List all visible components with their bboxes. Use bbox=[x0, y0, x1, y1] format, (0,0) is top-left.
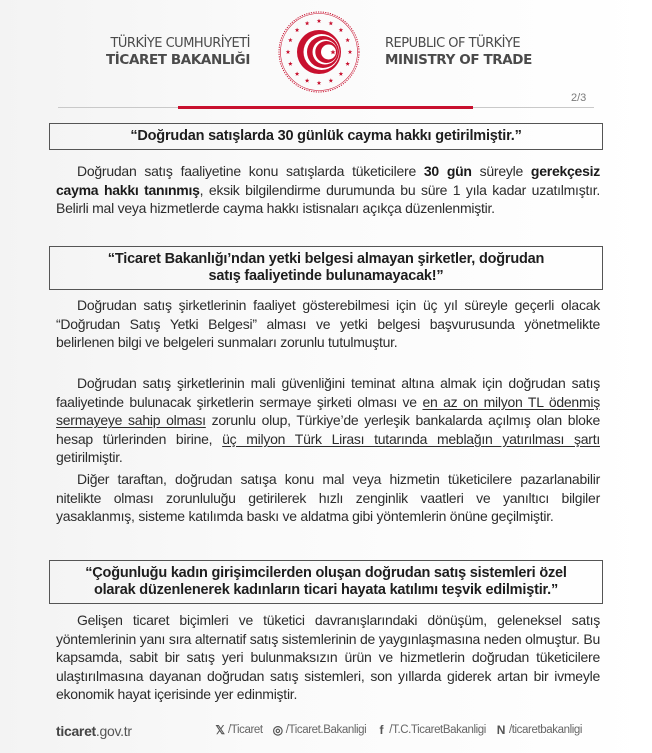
republic-name-en: REPUBLIC OF TÜRKİYE bbox=[385, 36, 521, 51]
social-link-nsosyal[interactable] bbox=[495, 724, 582, 736]
x-icon: 𝕏 bbox=[215, 723, 225, 737]
emblem-star-icon bbox=[317, 19, 322, 23]
website-link[interactable] bbox=[56, 723, 132, 739]
body-text: Diğer taraftan, doğrudan satışa konu mal veya hizmetin tüketicilere pazarlanabilir nitelikte olması zorunluluğu getirilerek hızlı zenginlik vaatleri ve yanıltıcı bilgiler yasaklanmış, sisteme katılımda baskı ve aldatma gibi yöntemlerin önüne geçilmiştir. bbox=[56, 471, 600, 525]
emblem-star-icon bbox=[329, 21, 334, 25]
emblem-star-icon bbox=[305, 21, 310, 25]
emblem-star-icon bbox=[339, 28, 344, 32]
social-handle: /Ticaret bbox=[228, 724, 263, 736]
emphasis-text: 30 gün bbox=[423, 163, 472, 179]
underlined-text: en az on milyon TL ödenmiş sermayeye sahip olması bbox=[56, 393, 600, 429]
website-domain-suffix: .gov.tr bbox=[95, 723, 132, 739]
body-text: Gelişen ticaret biçimleri ve tüketici davranışlarındaki dönüşüm, geleneksel satış yöntemlerinin yanı sıra alternatif satış sistemlerinin de yaygınlaşmasına neden olmuştur. Bu kapsamda, sabit bir satış yeri bulunmaksızın ürün ve hizmetlerin doğrudan tüketicilere ulaştırılmasına dayanan doğrudan satış sistemleri, son yıllarda giderek artan bir ivmeyle ekonomik hayat içerisinde yer edinmiştir. bbox=[56, 612, 600, 703]
emphasis-text: gerekçesiz cayma hakkı tanınmış bbox=[56, 163, 601, 198]
section-paragraph bbox=[56, 374, 600, 467]
emblem-star-icon bbox=[329, 78, 334, 82]
section-paragraph bbox=[56, 611, 600, 704]
social-link-facebook[interactable] bbox=[375, 724, 486, 736]
social-link-instagram[interactable] bbox=[272, 724, 367, 736]
section-paragraph bbox=[56, 296, 600, 352]
body-text: Doğrudan satış şirketlerinin mali güvenliğini teminat altına almak için doğrudan satış faaliyetinde bulunacak şirketlerin sermaye şirketi olması ve bbox=[56, 375, 600, 410]
republic-name-tr: TÜRKİYE CUMHURİYETİ bbox=[110, 36, 250, 51]
emblem-star-icon bbox=[345, 38, 350, 42]
ministry-name-tr: TİCARET BAKANLIĞI bbox=[106, 52, 250, 68]
body-text: Doğrudan satış şirketlerinin faaliyet gösterebilmesi için üç yıl süreyle geçerli olacak “Doğrudan Satış Yetki Belgesi” alması ve yetki belgesi başvurusunda yönetmelikte belirlenen bilgi ve belgeleri sunmaları zorunlu tutulmuştur. bbox=[56, 297, 600, 351]
header-accent-bar bbox=[178, 106, 473, 109]
emblem-star-icon bbox=[286, 50, 291, 54]
header-right-title bbox=[385, 36, 532, 69]
ministry-emblem-icon bbox=[277, 10, 361, 94]
ministry-name-en: MINISTRY OF TRADE bbox=[385, 52, 532, 68]
emblem-star-icon bbox=[288, 61, 293, 65]
social-handle: /Ticaret.Bakanligi bbox=[285, 724, 367, 736]
instagram-icon: ◎ bbox=[272, 723, 283, 737]
section-heading-box: “Doğrudan satışlarda 30 günlük cayma hakkı getirilmiştir.” bbox=[49, 123, 603, 150]
emblem-star-icon bbox=[295, 72, 300, 76]
body-text: süreyle bbox=[471, 163, 531, 179]
social-handle: /T.C.TicaretBakanligi bbox=[389, 724, 486, 736]
body-text: Doğrudan satış faaliyetine konu satışlarda tüketicilere bbox=[77, 163, 424, 179]
section-heading-box: “Çoğunluğu kadın girişimcilerden oluşan doğrudan satış sistemleri özel olarak düzenlenerek kadınların ticari hayata katılımı teşvik edilmiştir.” bbox=[49, 560, 603, 604]
social-handle: /ticaretbakanligi bbox=[508, 724, 583, 736]
emblem-star-icon bbox=[345, 61, 350, 65]
emblem-star-icon bbox=[288, 38, 293, 42]
website-domain-bold: ticaret bbox=[56, 723, 96, 739]
body-text: , eksik bilgilendirme durumunda bu süre 1 yıla kadar uzatılmıştır. Belirli mal veya hizmetlerde cayma hakkı istisnaları açıkça düzenlenmiştir. bbox=[56, 181, 600, 217]
header-left-title bbox=[106, 36, 250, 69]
facebook-icon: f bbox=[379, 723, 384, 737]
section-paragraph bbox=[56, 470, 600, 526]
page-number: 2/3 bbox=[571, 92, 587, 104]
emblem-star-icon bbox=[317, 81, 322, 85]
social-link-x[interactable] bbox=[214, 724, 263, 736]
section-paragraph bbox=[56, 162, 600, 218]
body-text: zorunlu olup, Türkiye’de yerleşik bankalarda açılmış olan bloke hesap türlerinden birine, bbox=[56, 412, 601, 447]
footer bbox=[0, 720, 652, 744]
emblem-star-icon bbox=[295, 28, 300, 32]
underlined-text: üç milyon Türk Lirası tutarında meblağın yatırılması şartı bbox=[222, 430, 600, 447]
section-heading-box: “Ticaret Bakanlığı’ndan yetki belgesi almayan şirketler, doğrudan satış faaliyetinde bulunamayacak!” bbox=[49, 246, 603, 290]
emblem-star-icon bbox=[305, 78, 310, 82]
letterhead bbox=[0, 0, 652, 104]
nsosyal-icon: N bbox=[496, 723, 506, 737]
emblem-star-icon bbox=[339, 72, 344, 76]
body-text: getirilmiştir. bbox=[56, 449, 123, 466]
social-links bbox=[214, 724, 591, 736]
emblem-star-icon bbox=[348, 50, 353, 54]
